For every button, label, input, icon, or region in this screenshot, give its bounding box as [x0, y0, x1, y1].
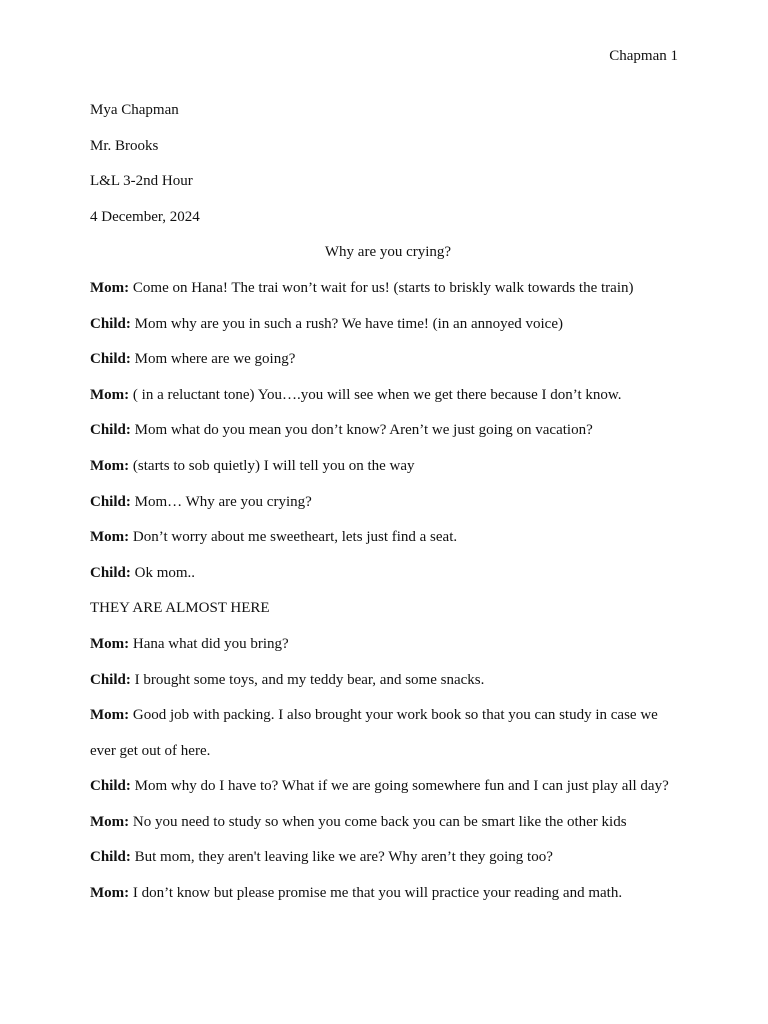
dialogue-line [90, 342, 686, 378]
dialogue-line [90, 271, 686, 307]
dialogue-line [90, 805, 686, 841]
dialogue-line [90, 876, 686, 912]
dialogue-text: (starts to sob quietly) I will tell you on the way [129, 457, 415, 474]
speaker-label: Child: [90, 315, 131, 332]
dialogue-text: But mom, they aren't leaving like we are? Why aren’t they going too? [130, 849, 553, 866]
dialogue-text: Mom… Why are you crying? [130, 493, 312, 510]
dialogue-line [90, 627, 686, 663]
speaker-label: Child: [90, 671, 131, 688]
speaker-label: Mom: [90, 279, 130, 296]
dialogue-line [90, 413, 686, 449]
speaker-label: Mom: [90, 635, 130, 652]
dialogue-text: Hana what did you bring? [129, 635, 289, 652]
speaker-label: Child: [90, 493, 131, 510]
dialogue-text: No you need to study so when you come back you can be smart like the other kids [129, 813, 627, 830]
speaker-label: Mom: [90, 457, 130, 474]
speaker-label: Mom: [90, 386, 130, 403]
document-date: 4 December, 2024 [90, 208, 200, 225]
speaker-label: Child: [90, 778, 131, 795]
dialogue-line [90, 307, 686, 343]
stage-direction-text: THEY ARE ALMOST HERE [90, 600, 270, 617]
dialogue-text: Mom why are you in such a rush? We have time! (in an annoyed voice) [130, 315, 563, 332]
document-body [90, 93, 686, 912]
stage-direction [90, 591, 686, 627]
dialogue-text: I don’t know but please promise me that you will practice your reading and math. [129, 885, 623, 902]
speaker-label: Child: [90, 564, 131, 581]
dialogue-text: Good job with packing. I also brought your work book so that you can study in case we ever get out of here. [90, 707, 658, 759]
running-head: Chapman 1 [609, 48, 678, 64]
student-name: Mya Chapman [90, 102, 179, 118]
dialogue-line [90, 485, 686, 521]
course-name: L&L 3-2nd Hour [90, 173, 193, 190]
speaker-label: Child: [90, 849, 131, 866]
speaker-label: Child: [90, 351, 131, 368]
dialogue-text: Don’t worry about me sweetheart, lets just find a seat. [129, 529, 458, 546]
dialogue-line [90, 378, 686, 414]
teacher-name: Mr. Brooks [90, 137, 159, 154]
speaker-label: Mom: [90, 707, 130, 724]
dialogue-line [90, 449, 686, 485]
dialogue-text: Come on Hana! The trai won’t wait for us! (starts to briskly walk towards the train) [129, 279, 634, 296]
dialogue-text: I brought some toys, and my teddy bear, and some snacks. [130, 671, 485, 688]
speaker-label: Mom: [90, 885, 130, 902]
dialogue-text: ( in a reluctant tone) You….you will see when we get there because I don’t know. [129, 386, 622, 403]
dialogue-line [90, 698, 686, 769]
dialogue-line [90, 520, 686, 556]
document-title: Why are you crying? [324, 244, 452, 261]
dialogue-text: Mom what do you mean you don’t know? Aren’t we just going on vacation? [130, 422, 593, 439]
speaker-label: Child: [90, 422, 131, 439]
dialogue-text: Mom where are we going? [130, 351, 296, 368]
speaker-label: Mom: [90, 813, 130, 830]
dialogue-text: Ok mom.. [130, 564, 196, 581]
dialogue-line [90, 769, 686, 805]
dialogue-line [90, 663, 686, 699]
dialogue-text: Mom why do I have to? What if we are going somewhere fun and I can just play all day? [130, 778, 669, 795]
dialogue-line [90, 556, 686, 592]
speaker-label: Mom: [90, 529, 130, 546]
dialogue-line [90, 840, 686, 876]
